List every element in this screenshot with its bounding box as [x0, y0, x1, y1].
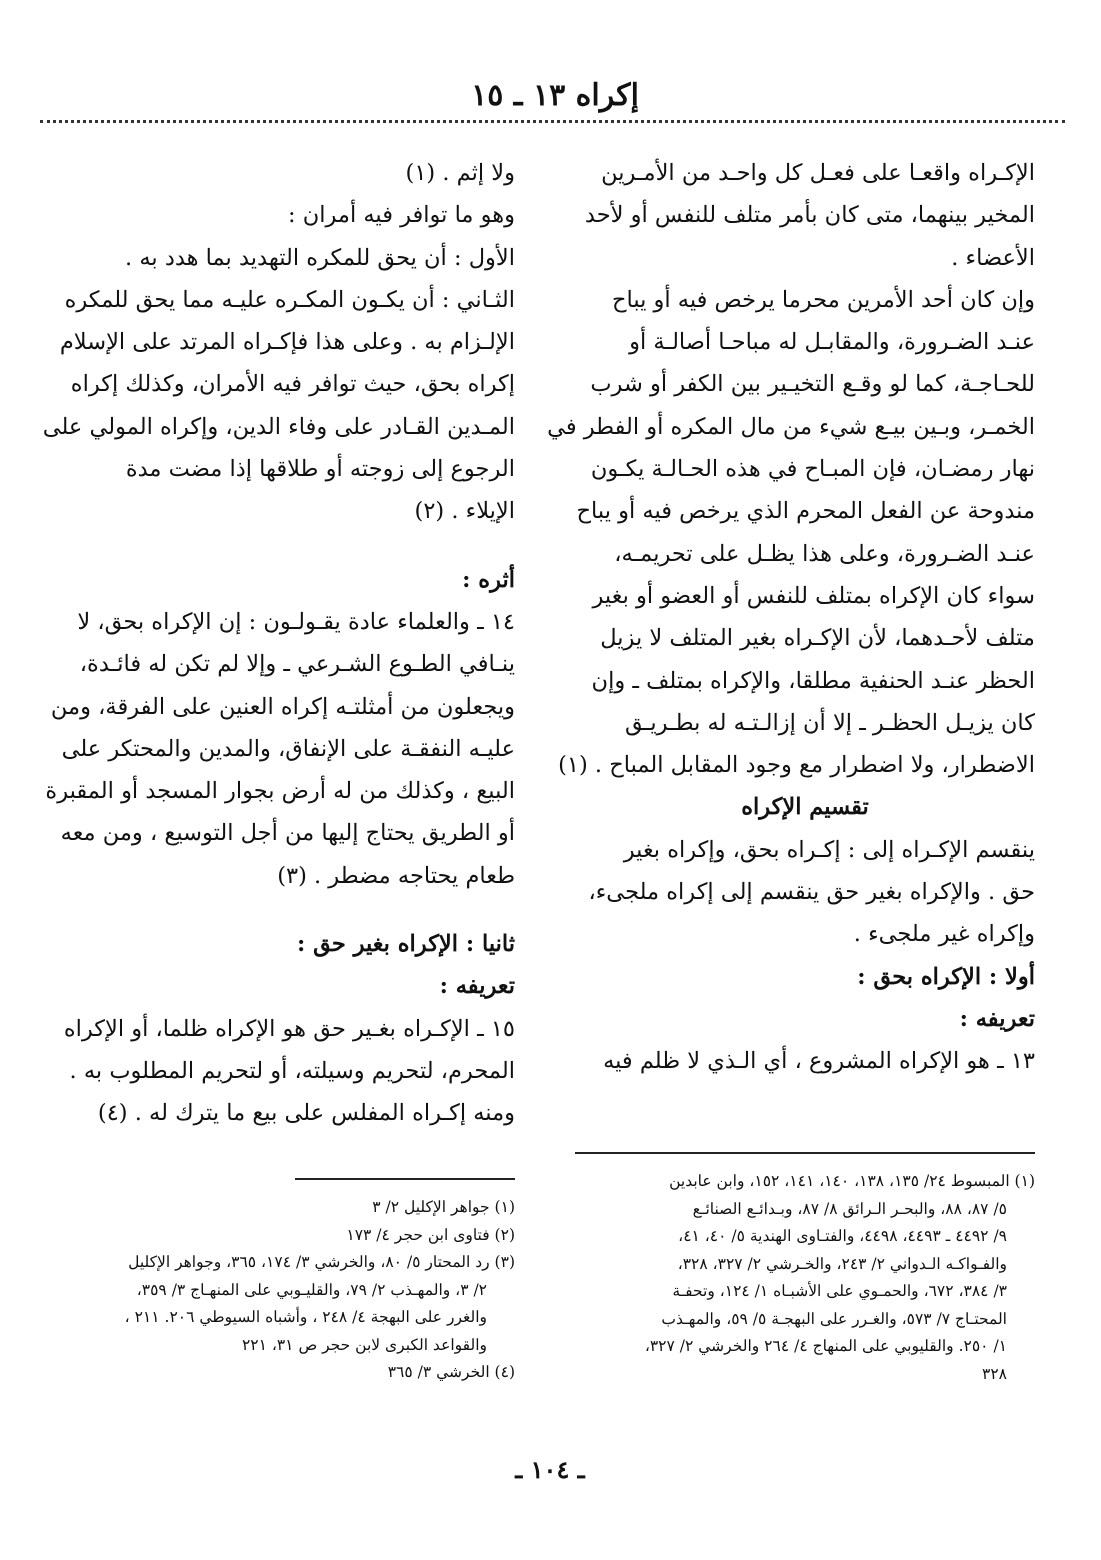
page-number: ـ ١٠٤ ـ [515, 1455, 585, 1484]
left-paragraph-2 [45, 601, 515, 897]
heading-second: ثانيا : الإكراه بغير حق : [296, 931, 515, 958]
text-line: للحـاجـة، كما لو وقـع التخيـير بين الكفر أو شرب [590, 371, 1035, 398]
text-line: الحظر عنـد الحنفية مطلقا، والإكراه بمتلف ـ وإن [591, 667, 1035, 694]
footnote-line: والفـواكـه الـدواني ٢/ ٢٤٣، والخـرشي ٢/ ٣٢٧، ٣٢٨، [677, 1254, 1007, 1273]
text-line: ومنه إكـراه المفلس على بيع ما يترك له . (٤) [97, 1100, 515, 1127]
heading-definition: تعريفه : [959, 1005, 1035, 1032]
text-line: الخمـر، وبـين بيـع شيء من مال المكره أو الفطر في [547, 413, 1035, 440]
text-line: الاضطرار، ولا اضطرار مع وجود المقابل المباح . (١) [558, 752, 1035, 779]
spacer [60, 533, 515, 559]
page-header-title: إكراه ١٣ ـ ١٥ [471, 78, 639, 113]
footnote-line: ٣/ ٣٨٤، ٦٧٢، والحمـوي على الأشبـاه ١/ ١٢٤، وتحفـة [672, 1282, 1007, 1300]
text-line: الثـاني : أن يكـون المكـره عليـه مما يحق للمكره [64, 286, 515, 313]
text-line: الإيلاء . (٢) [414, 498, 515, 525]
text-line: عنـد الضـرورة، والمقابـل له مباحـا أصالـة أو [629, 329, 1035, 356]
left-paragraph-3 [60, 1008, 515, 1135]
footnote-line: (٤) الخرشي ٣/ ٣٦٥ [387, 1363, 515, 1381]
text-line: الأول : أن يحق للمكره التهديد بما هدد به . [125, 244, 515, 271]
footnote-line: ٣٢٨ [982, 1364, 1007, 1383]
footnote-line: (١) جواهر الإكليل ٢/ ٣ [372, 1198, 515, 1216]
text-line: عنـد الضـرورة، وعلى هذا يظـل على تحريمـه، [614, 540, 1035, 567]
text-line: ويجعلون من أمثلتـه إكراه العنين على الفرقة، ومن [50, 693, 515, 720]
footnote-line: والغرر على البهجة ٤/ ٢٤٨ ، وأشباه السيوطي ٢٠٦. ٢١١ ، [124, 1308, 487, 1326]
header-dotted-rule [40, 120, 1065, 123]
footnote-line: (١) المبسوط ٢٤/ ١٣٥، ١٣٨، ١٤٠، ١٤١، ١٥٢، وابن عابدين [669, 1172, 1035, 1190]
text-line: الأعضاء . [951, 244, 1035, 271]
text-line: وإن كان أحد الأمرين محرما يرخص فيه أو يباح [611, 286, 1035, 313]
text-line: المحرم، لتحريم وسيلته، أو لتحريم المطلوب به . [69, 1057, 515, 1084]
text-line: حق . والإكراه بغير حق ينقسم إلى إكراه ملجىء، [588, 879, 1035, 906]
text-line: المـدين القـادر على وفاء الدين، وإكراه المولي على [42, 413, 515, 440]
right-paragraph-1 [575, 152, 1035, 279]
text-line: البيع ، وكذلك من له أرض بجوار المسجد أو المقبرة [45, 778, 515, 805]
heading-first: أولا : الإكراه بحق : [857, 963, 1035, 990]
text-line: ١٤ ـ والعلماء عادة يقـولـون : إن الإكراه بحق، لا [77, 608, 515, 635]
footnote-line: ١/ ٢٥٠. والقليوبي على المنهاج ٤/ ٢٦٤ والخرشي ٢/ ٣٢٧، [644, 1337, 1007, 1355]
footnotes-left [60, 1178, 515, 1387]
text-line: إكراه بحق، حيث توافر فيه الأمران، وكذلك إكراه [70, 371, 515, 398]
text-line: مندوحة عن الفعل المحرم الذي يرخص فيه أو يباح [576, 498, 1035, 525]
text-line: متلف لأحـدهما، لأن الإكـراه بغير المتلف لا يزيل [600, 625, 1035, 652]
footnote-rule [295, 1178, 515, 1180]
text-line: سواء كان الإكراه بمتلف للنفس أو العضو أو بغير [592, 582, 1035, 609]
footnote-line: (٣) رد المحتار ٥/ ٨٠، والخرشي ٣/ ١٧٤، ٣٦٥، وجواهر الإكليل [128, 1253, 515, 1271]
text-line: المخير بينهما، متى كان بأمر متلف للنفس أو لأحد [584, 202, 1035, 229]
footnote-line: المحتـاج ٧/ ٥٧٣، والغـرر على البهجـة ٥/ ٥٩، والمهـذب [661, 1309, 1007, 1328]
right-column [547, 152, 1035, 1083]
text-line: وهو ما توافر فيه أمران : [287, 202, 515, 229]
footnote-line: (٢) فتاوى ابن حجر ٤/ ١٧٣ [346, 1225, 515, 1244]
text-line: ينـافي الطـوع الشـرعي ـ وإلا لم تكن له فائـدة، [79, 651, 515, 678]
footnote-line: ٩/ ٤٤٩٢ ـ ٤٤٩٣، ٤٤٩٨، والفتـاوى الهندية ٥/ ٤٠، ٤١، [678, 1227, 1007, 1245]
text-line: الرجوع إلى زوجته أو طلاقها إذا مضت مدة [125, 456, 515, 483]
text-line: ولا إثم . (١) [405, 160, 515, 186]
text-line: ١٣ ـ هو الإكراه المشروع ، أي الـذي لا ظلم فيه [603, 1048, 1035, 1075]
footnotes-right [575, 1152, 1035, 1388]
text-line: نهار رمضـان، فإن المبـاح في هذه الحـالـة يكـون [590, 456, 1035, 483]
right-paragraph-3 [575, 829, 1035, 956]
section-title: تقسيم الإكراه [741, 794, 869, 821]
text-line: الإلـزام به . وعلى هذا فإكـراه المرتد على الإسلام [59, 329, 515, 356]
text-line: ينقسم الإكـراه إلى : إكـراه بحق، وإكراه بغير [623, 836, 1035, 863]
text-line: وإكراه غير ملجىء . [853, 921, 1035, 948]
right-paragraph-2 [547, 279, 1035, 787]
left-paragraph-1 [42, 152, 515, 533]
heading-definition: تعريفه : [439, 973, 515, 1000]
text-line: عليـه النفقـة على الإنفاق، والمدين والمحتكر على [61, 735, 515, 762]
text-line: ١٥ ـ الإكـراه بغـير حق هو الإكراه ظلما، أو الإكراه [63, 1015, 515, 1042]
footnote-line: والقواعد الكبرى لابن حجر ص ٣١، ٢٢١ [241, 1335, 487, 1354]
footnote-rule [575, 1152, 1035, 1154]
text-line: كان يزيـل الحظـر ـ إلا أن إزالـتـه له بطـريـق [625, 709, 1035, 736]
footnote-line: ٢/ ٣، والمهـذب ٢/ ٧٩، والقليـوبي على المنهـاج ٣/ ٣٥٩، [136, 1280, 487, 1299]
heading-effect: أثره : [462, 566, 515, 593]
footnote-line: ٥/ ٨٧، ٨٨، والبحـر الـرائق ٨/ ٨٧، وبـدائـع الصنائـع [692, 1199, 1007, 1218]
text-line: أو الطريق يحتاج إليها من أجل التوسيع ، ومن معه [60, 820, 515, 847]
left-column [42, 152, 515, 1135]
text-line: الإكـراه واقعـا على فعـل كل واحـد من الأمـرين [601, 160, 1035, 186]
spacer [60, 897, 515, 923]
text-line: طعام يحتاجه مضطر . (٣) [277, 862, 515, 889]
